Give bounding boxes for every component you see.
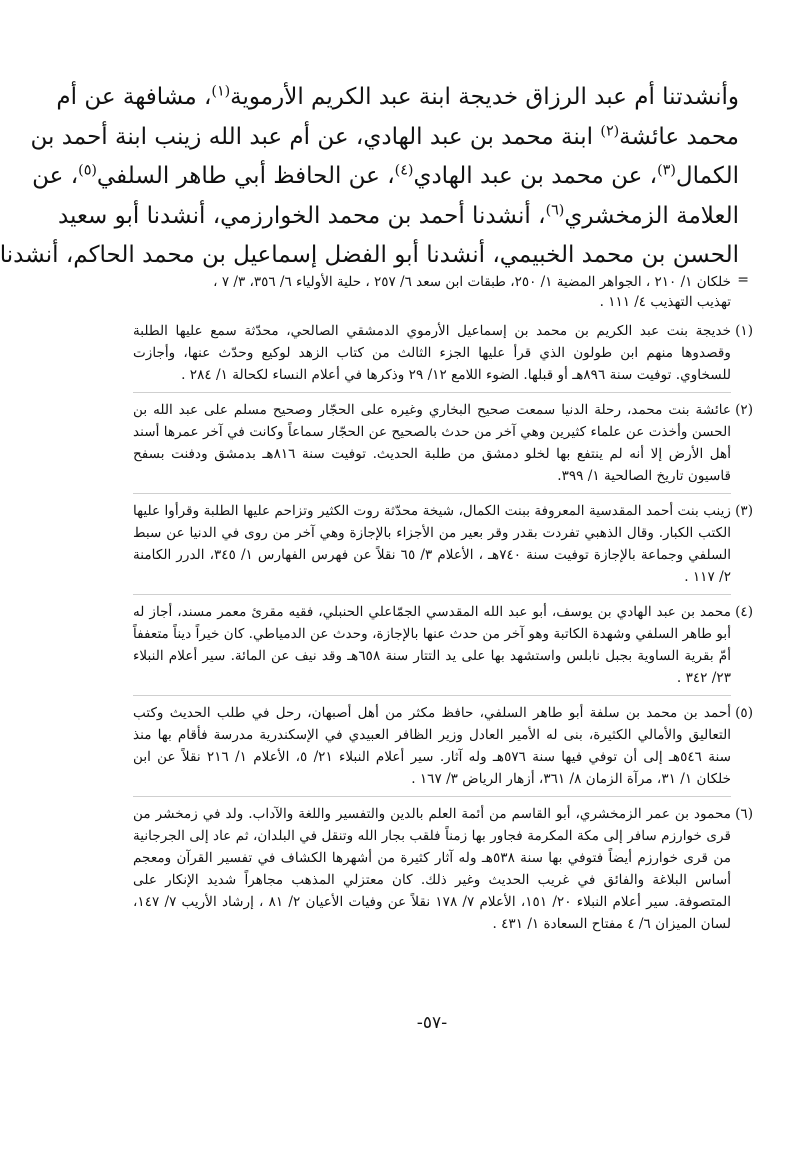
- footnote-number: (٣): [735, 503, 753, 519]
- main-text-fragment: ، عن محمد بن عبد الهادي: [413, 163, 658, 190]
- footnote-number: (٢): [735, 402, 753, 418]
- main-line-2: [30, 118, 739, 158]
- divider: [133, 796, 731, 797]
- footnote-ref-2[interactable]: (٢): [600, 122, 620, 139]
- divider: [133, 392, 731, 393]
- carryover-line: تهذيب التهذيب ٤/ ١١١ .: [599, 294, 731, 310]
- main-line-1: [56, 78, 739, 118]
- main-text-fragment: وأنشدتنا أم عبد الرزاق خديجة ابنة عبد الكريم الأرموية: [230, 84, 739, 110]
- carryover-line: خلكان ١/ ٢١٠ ، الجواهر المضية ١/ ٢٥٠، طبقات ابن سعد ٦/ ٢٥٧ ، حلية الأولياء ٦/ ٣٥٦، ٣/ ٧ ،: [213, 274, 731, 290]
- carryover-footnote: [133, 272, 749, 312]
- footnote-number: (٦): [735, 806, 753, 822]
- continuation-marker: =: [737, 272, 749, 288]
- footnote-ref-5[interactable]: (٥): [78, 162, 97, 179]
- footnote-ref-3[interactable]: (٣): [657, 162, 676, 179]
- main-text: [0, 78, 739, 276]
- footnote-5: [133, 702, 753, 790]
- main-line-5: الحسن بن محمد الخبيمي، أنشدنا أبو الفضل إسماعيل بن محمد الحاكم، أنشدنا: [0, 242, 739, 269]
- divider: [133, 594, 731, 595]
- footnote-text: عائشة بنت محمد، رحلة الدنيا سمعت صحيح البخاري وغيره على الحجّار وصحيح مسلم على عبد الله بن الحسن وأخذت عن علماء كثيرين وهي آخر من حدث بالصحيح عن الحجّار سماعاً وكانت في آخر عمرها أسند أهل الأرض إلا أنه لم ينتفع بها لخلو دمشق من طلبة الحديث. توفيت سنة ٨١٦هـ بدمشق ودفنت بسفح قاسيون تاريخ الصالحية ١/ ٣٩٩.: [133, 402, 731, 484]
- main-line-4: [57, 197, 739, 237]
- footnote-4: [133, 601, 753, 689]
- footnote-text: محمد بن عبد الهادي بن يوسف، أبو عبد الله المقدسي الجمّاعلي الحنبلي، فقيه مقرئ معمر مسند، أجاز له أبو طاهر السلفي وشهدة الكاتبة وهو آخر من حدث عنها بالإجازة، وحدث عن الدمياطي. كان خيراً ديناً متعففاً أمّ بقرية الساوية بجبل نابلس واستشهد بها على يد التتار سنة ٦٥٨هـ وقد نيف عن المائة. سير أعلام النبلاء ٢٣/ ٣٤٢ .: [133, 604, 731, 686]
- main-text-fragment: ، عن الحافظ أبي طاهر السلفي: [96, 163, 395, 190]
- footnote-number: (١): [735, 323, 753, 339]
- footnote-ref-6[interactable]: (٦): [545, 202, 565, 219]
- main-line-3: [32, 157, 739, 197]
- main-text-fragment: ، عن: [32, 163, 79, 190]
- footnote-text: محمود بن عمر الزمخشري، أبو القاسم من أئمة العلم بالدين والتفسير واللغة والآداب. ولد في زمخشر من قرى خوارزم سافر إلى مكة المكرمة فجاور بها زمناً فلقب بجار الله وتنقل في البلدان، ثم عاد إلى الجرجانية من قرى خوارزم أيضاً فتوفي بها سنة ٥٣٨هـ وله آثار كثيرة من أشهرها الكشاف في تفسير القرآن ومعجم أساس البلاغة والفائق في غريب الحديث وغير ذلك. كان معتزلي المذهب مجاهراً شديد الإنكار على المتصوفة. سير أعلام النبلاء ٢٠/ ١٥١، الأعلام ٧/ ١٧٨ نقلاً عن وفيات الأعيان ٢/ ٨١ ، إرشاد الأريب ٧/ ١٤٧، لسان الميزان ٦/ ٤ مفتاح السعادة ١/ ٤٣١ .: [133, 806, 732, 932]
- divider: [133, 493, 731, 494]
- divider: [133, 695, 731, 696]
- footnote-number: (٤): [735, 604, 753, 620]
- main-text-fragment: ، أنشدنا أحمد بن محمد الخوارزمي، أنشدنا أبو سعيد: [57, 202, 546, 229]
- footnote-3: [133, 500, 753, 588]
- footnote-number: (٥): [735, 705, 753, 721]
- footnote-text: خديجة بنت عبد الكريم بن محمد بن إسماعيل الأرموي الدمشقي الصالحي، محدّثة سمع عليها الطلبة وقصدوها منهم ابن طولون الذي قرأ عليها الجزء الثالث من كتاب الزهد لوكيع وحدّث عنها، وأجازت للسخاوي. توفيت سنة ٨٩٦هـ أو قبلها. الضوء اللامع ١٢/ ٢٩ وذكرها في أعلام النساء لكحالة ١/ ٢٨٤ .: [133, 323, 731, 383]
- footnote-text: زينب بنت أحمد المقدسية المعروفة ببنت الكمال، شيخة محدّثة روت الكثير وتزاحم عليها الطلبة وقرأوا عليها الكتب الكبار. وقال الذهبي تفردت بقدر وقر بعير من الأجزاء بالإجازة وهي آخر من روى في الدنيا عن سبط السلفي وجماعة بالإجازة توفيت سنة ٧٤٠هـ ، الأعلام ٣/ ٦٥ نقلاً عن فهرس الفهارس ١/ ٣٤٥، الدرر الكامنة ٢/ ١١٧ .: [133, 503, 732, 585]
- main-text-fragment: الكمال: [675, 163, 739, 190]
- main-text-fragment: ابنة محمد بن عبد الهادي، عن أم عبد الله زينب ابنة أحمد بن: [30, 123, 601, 150]
- main-text-fragment: محمد عائشة: [619, 123, 739, 150]
- footnotes-section: [133, 320, 753, 937]
- main-text-fragment: ، مشافهة عن أم: [56, 84, 212, 110]
- footnote-text: أحمد بن محمد بن سلفة أبو طاهر السلفي، حافظ مكثر من أهل أصبهان، رحل في طلب الحديث وكتب التعاليق والأمالي الكثيرة، بنى له الأمير العادل وزير الظافر العبيدي في الإسكندرية مدرسة فأقام بها منذ سنة ٥٤٦هـ إلى أن توفي فيها سنة ٥٧٦هـ وله آثار. سير أعلام النبلاء ٢١/ ٥، الأعلام ١/ ٢١٦ نقلاً عن ابن خلكان ١/ ٣١، مرآة الزمان ٨/ ٣٦١، أزهار الرياض ٣/ ١٦٧ .: [133, 705, 731, 787]
- footnote-6: [133, 803, 753, 935]
- footnote-1: [133, 320, 753, 386]
- footnote-2: [133, 399, 753, 487]
- page-number: -٥٧-: [416, 1013, 448, 1033]
- footnote-ref-4[interactable]: (٤): [394, 162, 414, 179]
- footnote-ref-1[interactable]: (١): [211, 83, 231, 100]
- main-text-fragment: العلامة الزمخشري: [564, 202, 739, 229]
